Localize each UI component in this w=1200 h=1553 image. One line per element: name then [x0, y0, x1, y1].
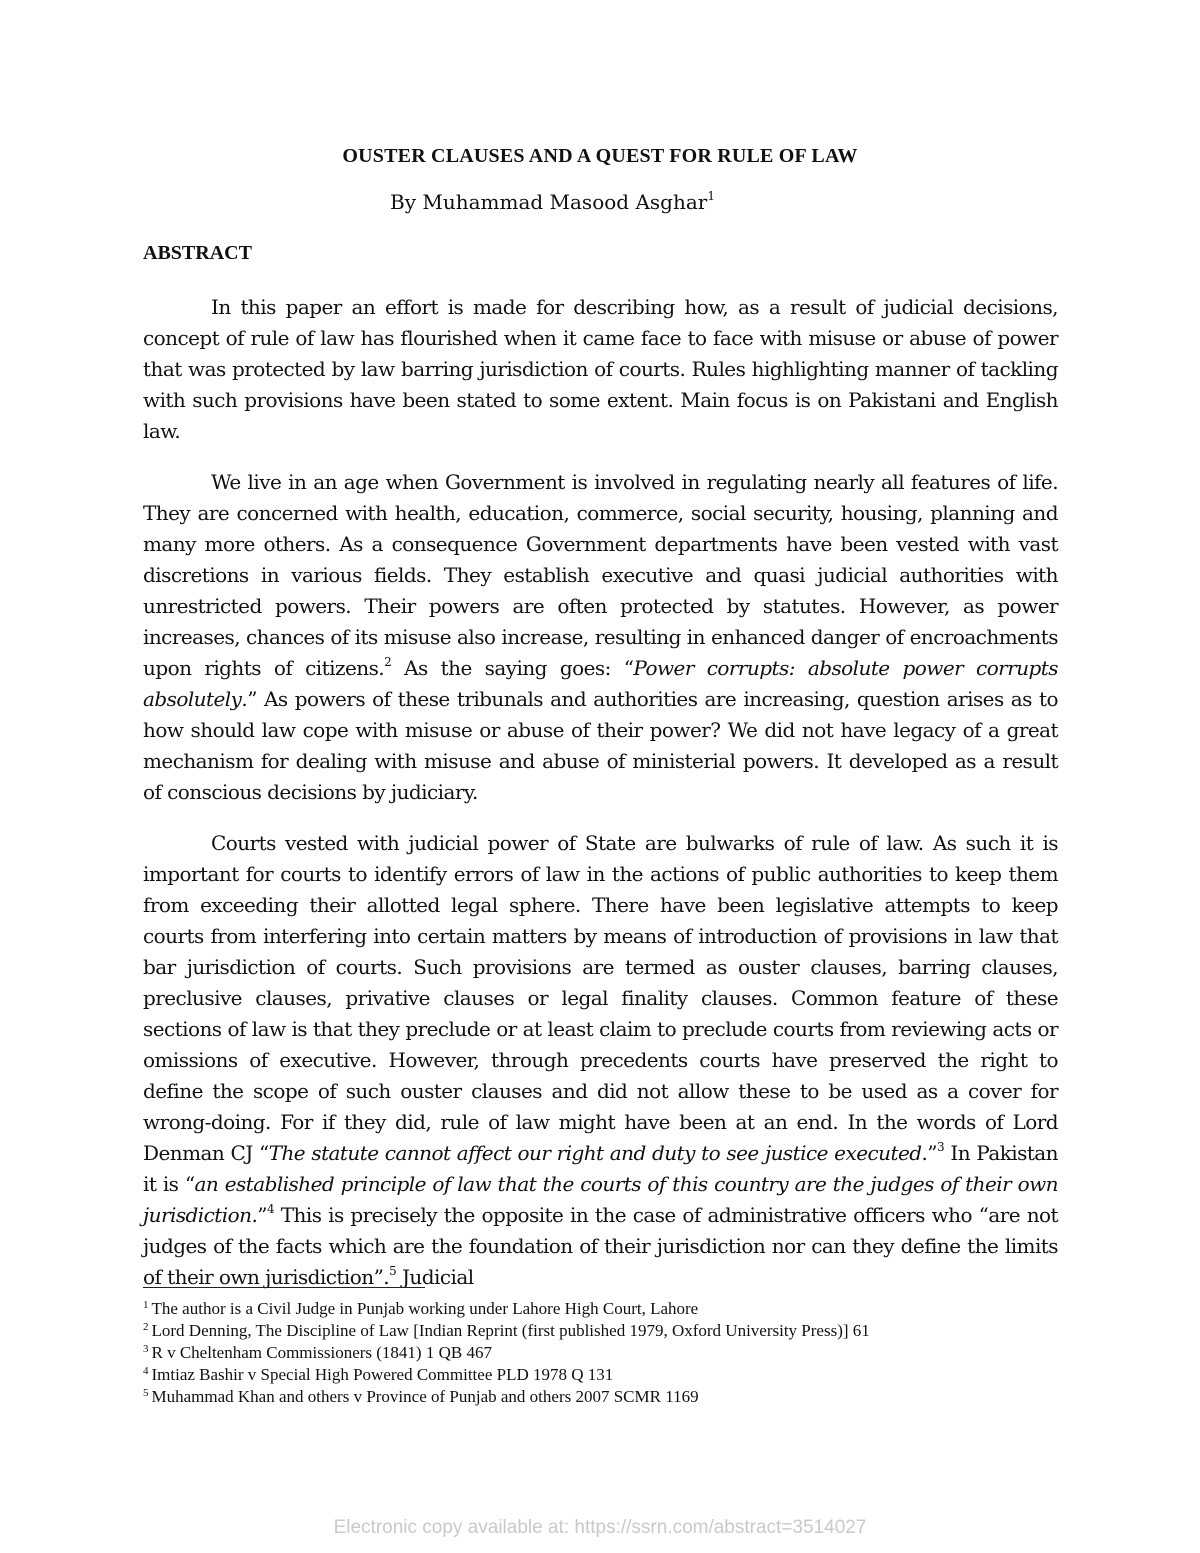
paragraph-text: In Pakistan it is “ [143, 1141, 1059, 1196]
footnote-text: Imtiaz Bashir v Special High Powered Committee PLD 1978 Q 131 [151, 1365, 614, 1384]
body-paragraph-1 [143, 467, 1058, 808]
footnote-number: 3 [143, 1343, 149, 1355]
quote-text: Power corrupts: absolute power corrupts absolutely [143, 656, 1058, 711]
paragraph-text: We live in an age when Government is involved in regulating nearly all features of life. They are concerned with health, education, commerce, social security, housing, planning and many more others. As a consequence Government departments have been vested with vast discretions in various fields. They establish executive and quasi judicial authorities with unrestricted powers. Their powers are often protected by statutes. However, as power increases, chances of its misuse also increase, resulting in enhanced danger of encroachments upon rights of citizens. [143, 470, 1058, 680]
footnote-text: R v Cheltenham Commissioners (1841) 1 QB 467 [151, 1343, 492, 1362]
paragraph-text: Judicial [396, 1265, 474, 1289]
footnote-text: The author is a Civil Judge in Punjab working under Lahore High Court, Lahore [151, 1299, 699, 1318]
footnote [143, 1364, 1043, 1386]
footnote-divider [143, 1287, 425, 1288]
paragraph-text: .” [251, 1203, 267, 1227]
footnote-number: 2 [143, 1321, 149, 1333]
quote-text: an established principle of law that the courts of this country are the judges of their own jurisdiction [143, 1172, 1059, 1227]
footnote-ref[interactable]: 5 [389, 1264, 397, 1278]
footnote [143, 1320, 1043, 1342]
footnote-ref[interactable]: 2 [384, 655, 392, 669]
footnote [143, 1386, 1043, 1408]
author-name: By Muhammad Masood Asghar [390, 190, 708, 214]
author-byline [390, 190, 715, 214]
footnote [143, 1342, 1043, 1364]
body-paragraph-2 [143, 828, 1058, 1293]
footnote-ref[interactable]: 3 [936, 1140, 945, 1154]
footnote-ref[interactable]: 1 [707, 189, 715, 203]
paragraph-text: This is precisely the opposite in the case of administrative officers who “are not judges of the facts which are the foundation of their jurisdiction nor can they define the limits of their own jurisdiction”. [143, 1203, 1058, 1289]
paragraph-text: .” As powers of these tribunals and authorities are increasing, question arises as to how should law cope with misuse or abuse of their power? We did not have legacy of a great mechanism for dealing with misuse and abuse of ministerial powers. It developed as a result of conscious decisions by judiciary. [143, 687, 1058, 804]
footnotes [143, 1298, 1043, 1408]
footnote-text: Muhammad Khan and others v Province of Punjab and others 2007 SCMR 1169 [151, 1387, 699, 1406]
quote-text: The statute cannot affect our right and duty to see justice executed [268, 1141, 922, 1165]
footnote-number: 4 [143, 1365, 149, 1377]
paper-title: OUSTER CLAUSES AND A QUEST FOR RULE OF LAW [342, 145, 858, 167]
paragraph-text: .” [921, 1141, 937, 1165]
footnote-ref[interactable]: 4 [266, 1202, 275, 1216]
ssrn-watermark-link[interactable]: Electronic copy available at: https://ssrn.com/abstract=3514027 [333, 1517, 867, 1538]
footnote [143, 1298, 1043, 1320]
abstract-paragraph [143, 292, 1058, 447]
paragraph-text: As the saying goes: “ [391, 656, 634, 680]
paragraph-text: In this paper an effort is made for describing how, as a result of judicial decisions, concept of rule of law has flourished when it came face to face with misuse or abuse of power that was protected by law barring jurisdiction of courts. Rules highlighting manner of tackling with such provisions have been stated to some extent. Main focus is on Pakistani and English law. [143, 295, 1058, 443]
footnote-text: Lord Denning, The Discipline of Law [Indian Reprint (first published 1979, Oxford University Press)] 61 [151, 1321, 870, 1340]
footnote-number: 5 [143, 1387, 149, 1399]
footnote-number: 1 [143, 1299, 149, 1311]
abstract-heading: ABSTRACT [143, 242, 252, 264]
paragraph-text: Courts vested with judicial power of State are bulwarks of rule of law. As such it is important for courts to identify errors of law in the actions of public authorities to keep them from exceeding their allotted legal sphere. There have been legislative attempts to keep courts from interfering into certain matters by means of introduction of provisions in law that bar jurisdiction of courts. Such provisions are termed as ouster clauses, barring clauses, preclusive clauses, privative clauses or legal finality clauses. Common feature of these sections of law is that they preclude or at least claim to preclude courts from reviewing acts or omissions of executive. However, through precedents courts have preserved the right to define the scope of such ouster clauses and did not allow these to be used as a cover for wrong-doing. For if they did, rule of law might have been at an end. In the words of Lord Denman CJ “ [143, 831, 1058, 1165]
